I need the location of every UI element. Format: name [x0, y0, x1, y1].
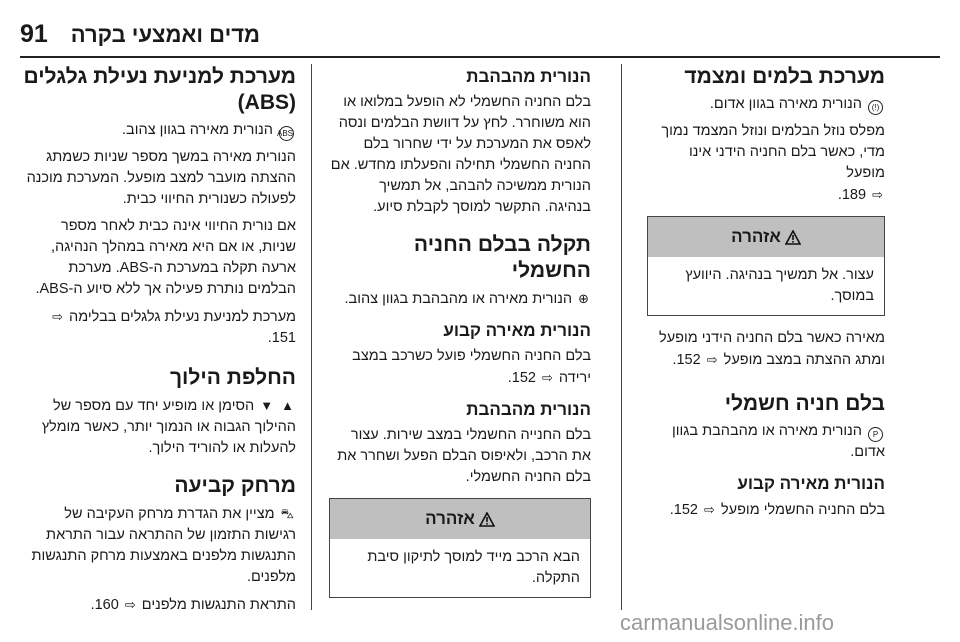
watermark: carmanualsonline.info — [620, 610, 835, 635]
epb-indicator-text: P הנורית מאירה או מהבהבת בגוון אדום. — [671, 423, 885, 460]
epb-fault-steady-text: בלם החניה החשמלי פועל כשרכב במצב ירידה ⇨ 152. — [352, 348, 591, 386]
column-right — [647, 64, 885, 527]
abs-icon: ABS — [279, 126, 294, 141]
reference-arrow-icon: ⇨ — [706, 352, 718, 367]
section-title-following-distance: מרחק קביעה — [174, 474, 296, 497]
section-title-gear-shift: החלפת הילוך — [169, 366, 296, 389]
brakes-indicator-text: (!) הנורית מאירה בגוון אדום. — [647, 94, 885, 115]
abs-startup-text: הנורית מאירה במשך מספר שניות כשמתג ההצתה מועבר למצב מופעל. המערכת מוכנה לפעולה כשנורית החיווי כבית. — [26, 149, 296, 207]
column-middle — [329, 64, 591, 610]
reference-arrow-icon: ⇨ — [872, 187, 883, 202]
section-title-epb-fault: תקלה בבלם החניה החשמלי — [413, 233, 591, 282]
subsection-steady-light-fault: הנורית מאירה קבוע — [443, 321, 591, 340]
subsection-steady-light: הנורית מאירה קבוע — [737, 474, 885, 493]
epb-service-mode-text: בלם החנייה החשמלי במצב שירות. עצור את הרכב, ולאיפוס הבלם הפעל ושחרר את בלם החניה החשמלי. — [337, 427, 591, 485]
header-rule — [20, 56, 940, 58]
warning-body: עצור. אל תמשיך בנהיגה. היוועץ במוסך. — [685, 267, 874, 304]
vehicle-ahead-icon: ⛍ — [280, 506, 294, 521]
warning-triangle-icon — [785, 230, 801, 245]
abs-reference-text: מערכת למניעת נעילת גלגלים בבלימה ⇨ 151. — [20, 306, 296, 349]
forward-collision-reference-text: התראת התנגשות מלפנים ⇨ 160. — [20, 594, 296, 616]
abs-indicator-text: ABS הנורית מאירה בגוון צהוב. — [20, 120, 296, 141]
following-distance-text: ⛍ מציין את הגדרת מרחק העקיבה של רגישות התזמון של ההתראה עבור התראת התנגשות מלפנים באמצעות מרחק התנגשות מלפנים. — [20, 503, 296, 588]
reference-arrow-icon: ⇨ — [704, 502, 715, 517]
section-title-electric-parking-brake: בלם חניה חשמלי — [724, 392, 885, 415]
brakes-fluid-text: מפלס נוזל הבלמים ונוזל המצמד נמוך מדי, כאשר בלם החניה הידני אינו מופעל ⇨ 189. — [661, 123, 885, 203]
page-title: מדים ואמצעי בקרה — [70, 22, 260, 47]
column-divider-right — [621, 64, 622, 610]
warning-header: אזהרה — [330, 499, 590, 539]
warning-triangle-icon — [479, 512, 495, 527]
reference-arrow-icon: ⇨ — [541, 370, 553, 385]
column-left — [20, 64, 296, 622]
brake-warning-icon: (!) — [868, 100, 883, 115]
epb-applied-text: בלם החניה החשמלי מופעל ⇨ 152. — [647, 499, 885, 521]
warning-body: הבא הרכב מייד למוסך לתיקון סיבת התקלה. — [367, 549, 580, 586]
gear-shift-text: ▲ ▼ הסימן או מופיע יחד עם מספר של ההילוך הגבוה או הנמוך יותר, כאשר מומלץ להעלות או להוריד הילוך. — [20, 395, 296, 459]
reference-arrow-icon: ⇨ — [52, 309, 64, 324]
page-number: 91 — [20, 20, 48, 48]
epb-flashing-text: בלם החניה החשמלי לא הופעל במלואו או הוא משוחרר. לחץ על דוושת הבלמים ונסה לאפס את המערכת על ידי שחרור בלם החניה החשמלי תחילה והפעלתו מחדש. אם הנורית ממשיכה להבהב, אל תמשיך בנהיגה. התקשר למוסך לקבלת סיוע. — [330, 94, 591, 215]
arrow-up-icon: ▲ — [281, 398, 294, 413]
reference-arrow-icon: ⇨ — [124, 597, 136, 612]
parking-brake-icon: P — [868, 427, 883, 442]
epb-fault-icon: ⊕ — [578, 291, 589, 306]
warning-box-epb — [329, 498, 591, 598]
arrow-down-icon: ▼ — [260, 398, 274, 413]
subsection-flashing: הנורית מהבהבת — [466, 67, 591, 86]
epb-fault-indicator-text: ⊕ הנורית מאירה או מהבהבת בגוון צהוב. — [329, 288, 591, 310]
section-title-brakes: מערכת בלמים ומצמד — [684, 65, 885, 88]
abs-fault-text: אם נורית החיווי אינה כבית לאחר מספר שניות, או אם היא מאירה במהלך הנהיגה, ארעה תקלה במערכת ה-ABS. מערכת הבלמים נותרת פעילה אך ללא סיוע ה-ABS. — [35, 218, 296, 297]
subsection-flashing-fault: הנורית מהבהבת — [466, 400, 591, 419]
column-divider-left — [311, 64, 312, 610]
warning-header: אזהרה — [648, 217, 884, 257]
warning-box-brakes — [647, 216, 885, 316]
section-title-abs: מערכת למניעת נעילת גלגלים (ABS) — [23, 65, 296, 114]
parking-brake-applied-text: מאירה כאשר בלם החניה הידני מופעל ומתג ההצתה במצב מופעל ⇨ 152. — [659, 330, 885, 368]
page-header — [0, 0, 960, 52]
